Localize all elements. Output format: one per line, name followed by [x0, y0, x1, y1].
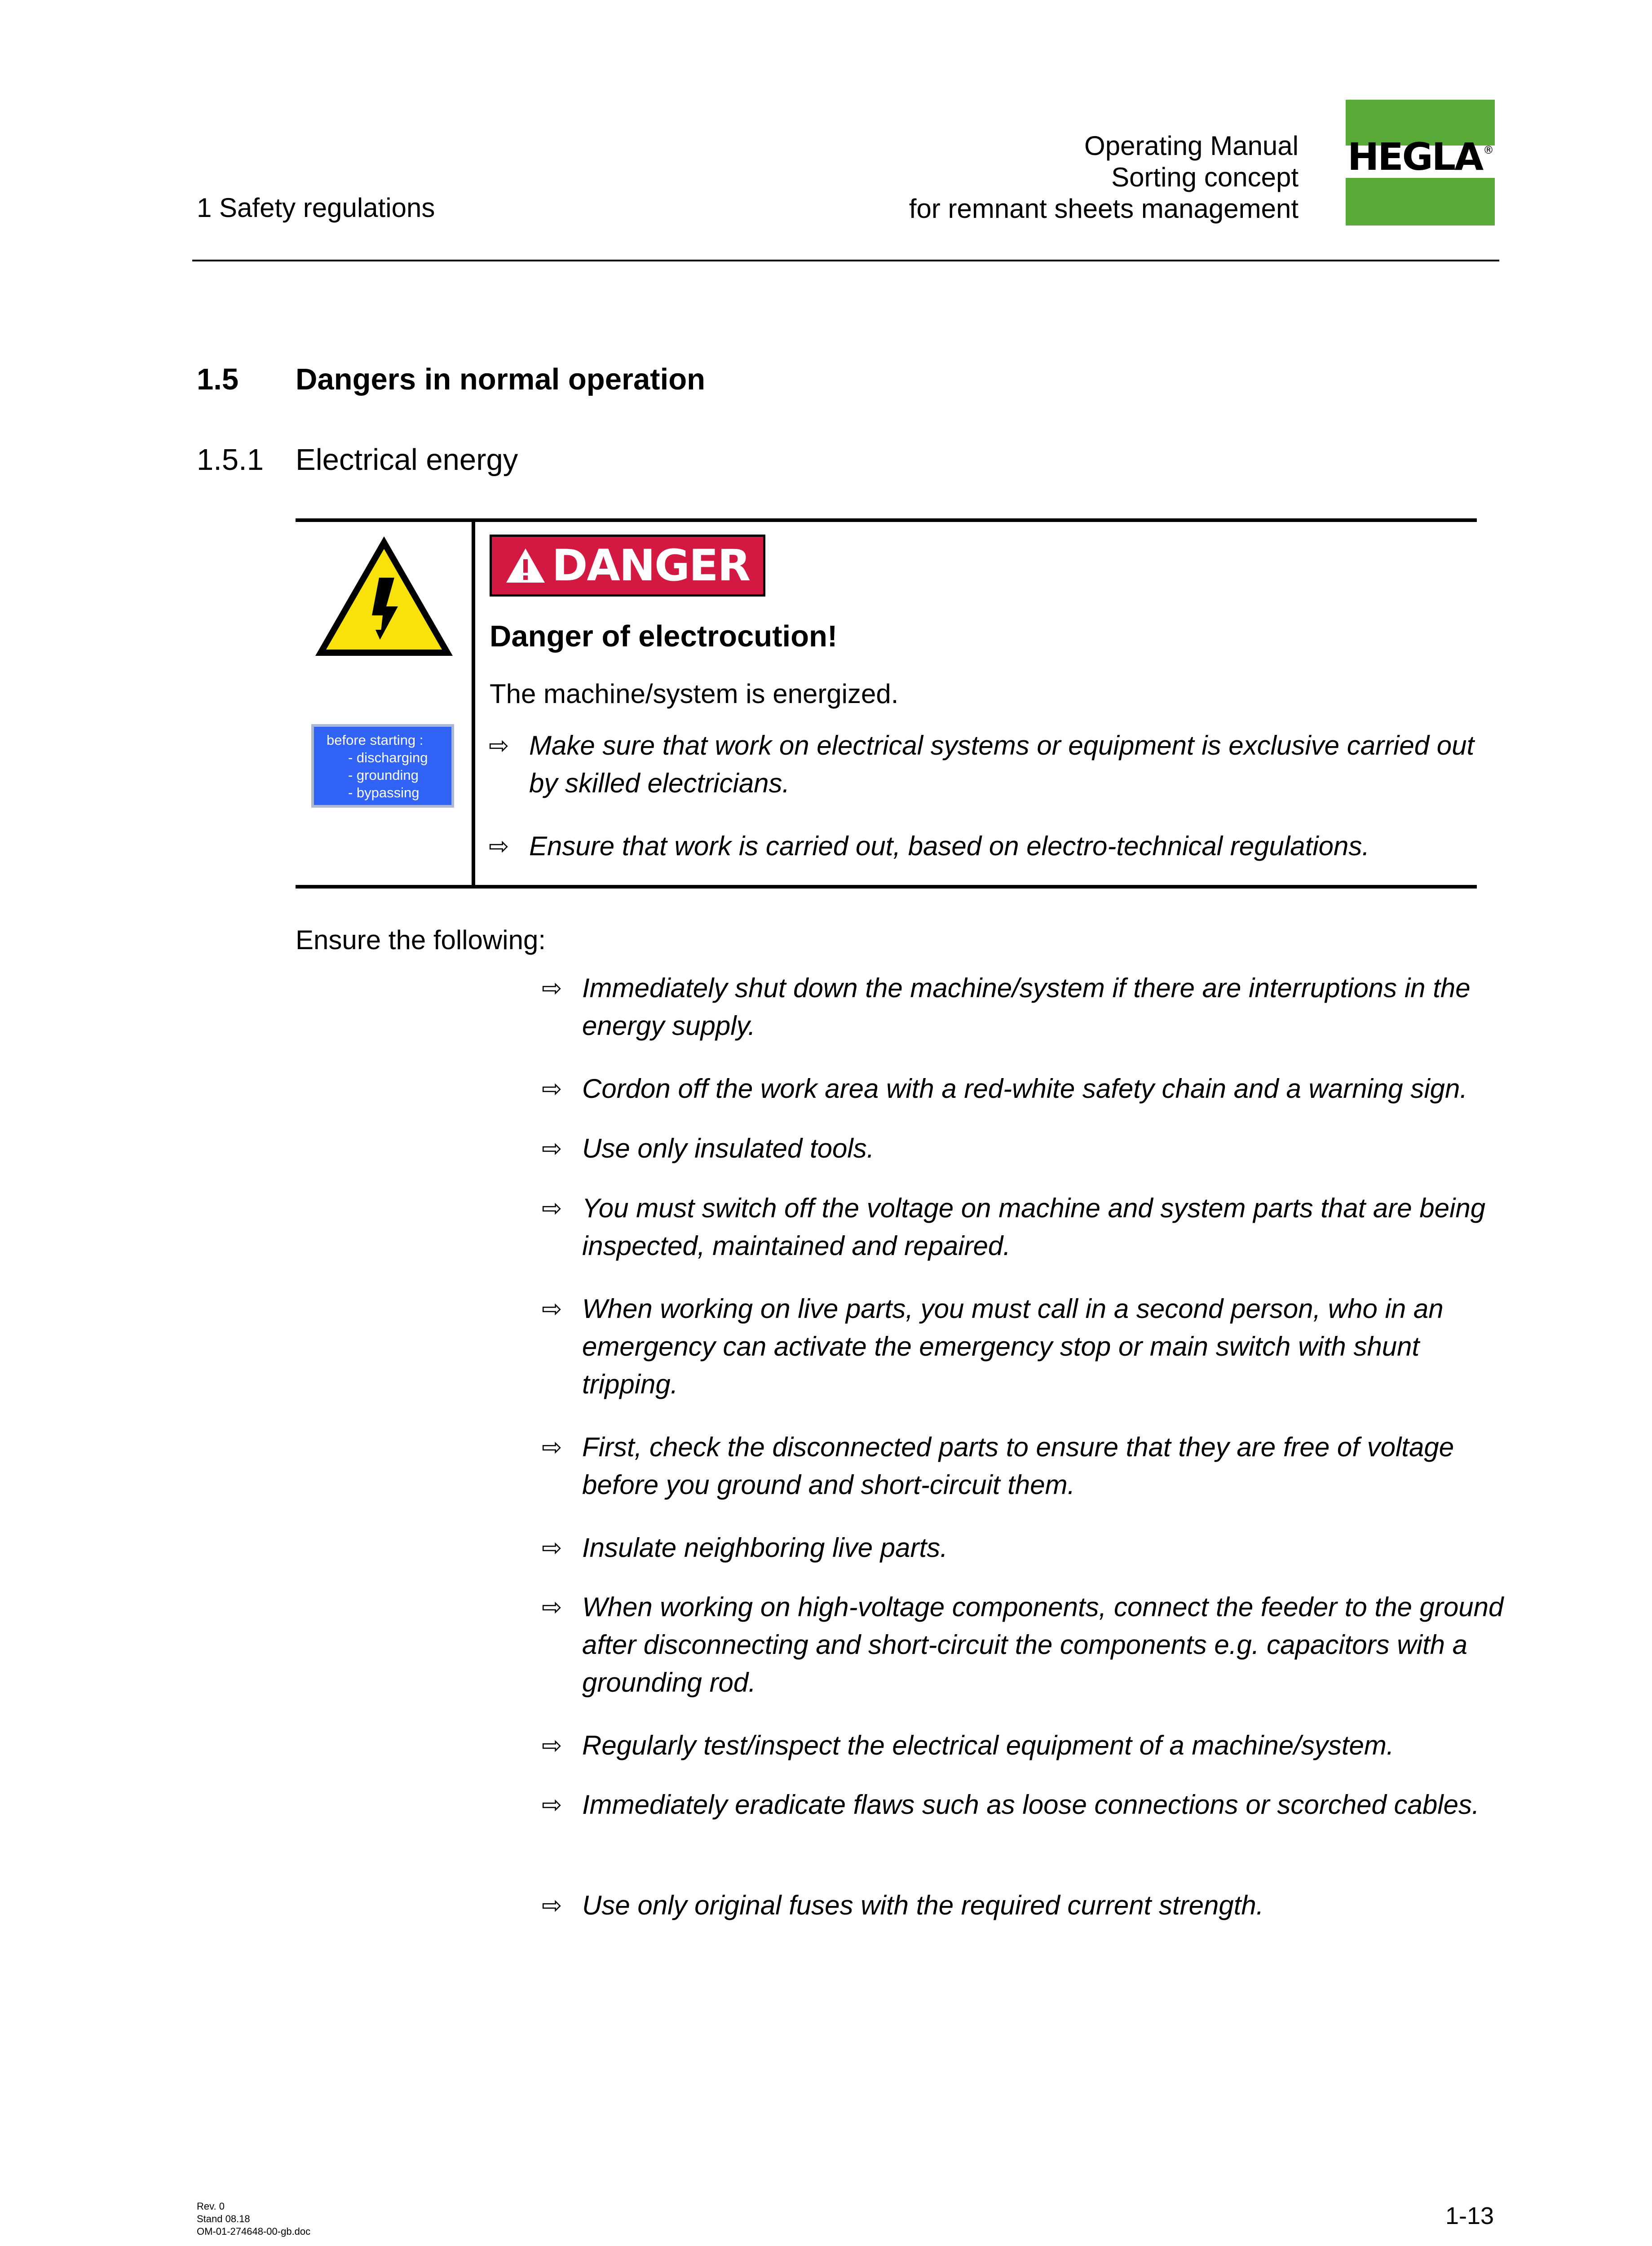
ensure-bullet — [542, 1428, 1507, 1504]
arrow-right-icon: ⇨ — [542, 1594, 562, 1621]
danger-box-divider — [472, 518, 475, 889]
arrow-right-icon: ⇨ — [542, 1135, 562, 1162]
ensure-bullet-text: Immediately eradicate flaws such as loose connections or scorched cables. — [582, 1790, 1480, 1820]
ensure-bullet-text: Use only insulated tools. — [582, 1133, 875, 1163]
ensure-bullet — [542, 1887, 1507, 1924]
arrow-right-icon: ⇨ — [542, 1195, 562, 1222]
ensure-bullet-text: When working on live parts, you must call in a second person, who in an emergency can activate the emergency stop or main switch with shunt tripping. — [582, 1294, 1444, 1399]
ensure-bullet — [542, 1529, 1507, 1567]
ensure-bullet-text: When working on high-voltage components, connect the feeder to the ground after disconnecting and short-circuit the components e.g. capacitors with a grounding rod. — [582, 1592, 1504, 1698]
ensure-bullet — [542, 1588, 1507, 1702]
header-document-title — [909, 130, 1299, 225]
logo-registered-mark: ® — [1483, 144, 1494, 156]
arrow-right-icon: ⇨ — [542, 1732, 562, 1759]
logo-text: HEGLA — [1347, 135, 1483, 179]
header-section-label: 1 Safety regulations — [197, 193, 435, 223]
ensure-bullet — [542, 1189, 1507, 1265]
arrow-right-icon: ⇨ — [542, 975, 562, 1002]
subsection-title: Electrical energy — [296, 443, 518, 477]
arrow-right-icon: ⇨ — [542, 1295, 562, 1322]
ensure-label: Ensure the following: — [296, 925, 546, 955]
danger-text: The machine/system is energized. — [490, 679, 899, 709]
danger-box-bottom-rule — [296, 885, 1477, 889]
danger-bullet — [489, 727, 1481, 802]
doc-title-line: Operating Manual — [1084, 131, 1299, 161]
ensure-bullet-text: Cordon off the work area with a red-white safety chain and a warning sign. — [582, 1074, 1468, 1104]
before-starting-item: - bypassing — [348, 785, 420, 800]
warning-triangle-icon — [505, 548, 546, 584]
electrical-hazard-icon — [313, 534, 455, 660]
before-starting-item: - grounding — [348, 767, 419, 783]
page-number: 1-13 — [1445, 2202, 1494, 2229]
danger-bullet-text: Make sure that work on electrical systems or equipment is exclusive carried out by skilled electricians. — [529, 730, 1475, 798]
footer-line: Stand 08.18 — [197, 2213, 250, 2224]
section-title: Dangers in normal operation — [296, 363, 706, 396]
before-starting-title: before starting : — [327, 732, 424, 748]
subsection-number: 1.5.1 — [197, 443, 264, 477]
arrow-right-icon: ⇨ — [542, 1534, 562, 1561]
ensure-bullet — [542, 1290, 1507, 1403]
arrow-right-icon: ⇨ — [542, 1892, 562, 1919]
doc-title-line: for remnant sheets management — [909, 194, 1299, 224]
ensure-bullet — [542, 969, 1507, 1045]
arrow-right-icon: ⇨ — [489, 732, 509, 759]
footer-line: Rev. 0 — [197, 2201, 225, 2212]
ensure-bullet-text: First, check the disconnected parts to ensure that they are free of voltage before you ground and short-circuit them. — [582, 1432, 1454, 1500]
danger-heading: Danger of electrocution! — [490, 619, 838, 653]
before-starting-item: - discharging — [348, 750, 428, 765]
doc-title-line: Sorting concept — [1111, 162, 1299, 192]
ensure-bullet — [542, 1070, 1507, 1108]
danger-bullet-text: Ensure that work is carried out, based on electro-technical regulations. — [529, 831, 1369, 861]
danger-label: DANGER — [552, 540, 750, 591]
ensure-bullet — [542, 1130, 1507, 1167]
ensure-bullet — [542, 1727, 1507, 1764]
ensure-bullet — [542, 1786, 1507, 1824]
hegla-logo — [1346, 100, 1495, 225]
ensure-bullet-text: Use only original fuses with the required current strength. — [582, 1890, 1264, 1920]
ensure-bullet-text: Immediately shut down the machine/system if there are interruptions in the energy supply. — [582, 973, 1471, 1041]
danger-banner — [490, 535, 765, 597]
arrow-right-icon: ⇨ — [542, 1434, 562, 1461]
section-number: 1.5 — [197, 363, 239, 396]
ensure-bullet-text: Insulate neighboring live parts. — [582, 1533, 948, 1563]
ensure-bullet-text: Regularly test/inspect the electrical equipment of a machine/system. — [582, 1730, 1394, 1760]
ensure-bullet-text: You must switch off the voltage on machine and system parts that are being inspected, maintained and repaired. — [582, 1193, 1486, 1261]
footer-revision-info — [197, 2200, 310, 2238]
footer-line: OM-01-274648-00-gb.doc — [197, 2226, 311, 2237]
before-starting-sign — [311, 724, 454, 808]
arrow-right-icon: ⇨ — [489, 833, 509, 860]
arrow-right-icon: ⇨ — [542, 1075, 562, 1102]
danger-bullet — [489, 827, 1481, 865]
arrow-right-icon: ⇨ — [542, 1791, 562, 1818]
header-rule — [192, 260, 1499, 261]
